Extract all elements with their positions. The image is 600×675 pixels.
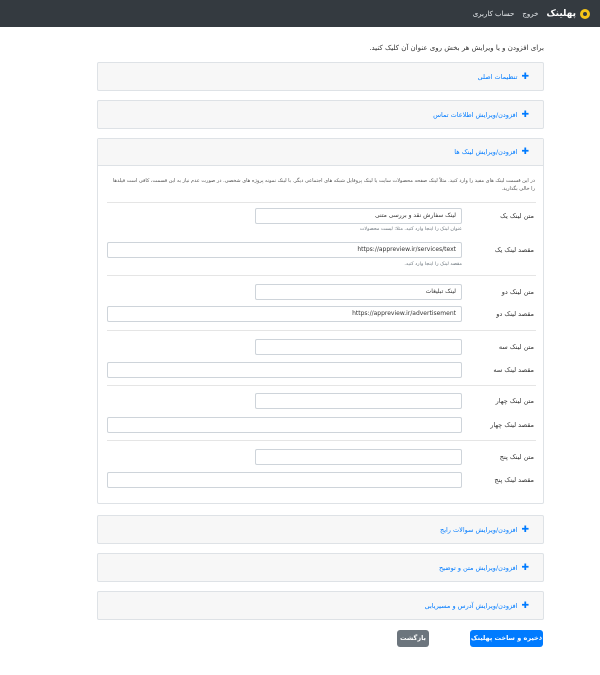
link-2-url-label: مقصد لینک دو (496, 310, 534, 318)
section-faq-title: افزودن/ویرایش سوالات رایج (440, 525, 518, 534)
plus-icon: ✚ (521, 562, 529, 573)
link-3-text-label: متن لینک سه (498, 343, 534, 351)
link-1-url-label: مقصد لینک یک (494, 246, 534, 254)
links-help-text: در این قسمت لینک های مفید را وارد کنید. مثلاً لینک صفحه محصولات سایت یا لینک پروفایل شبکه های اجتماعی دیگر. با لینک نمونه پروژه های شخصی. در صورت عدم نیاز به این قسمت، کافی است فیلدها را خالی بگذارید. (112, 178, 535, 192)
section-address (97, 591, 544, 620)
link-1-url-hint: مقصد لینک را اینجا وارد کنید. (404, 262, 462, 267)
section-main-settings (97, 62, 544, 91)
section-main-settings-title: تنظیمات اصلی (477, 72, 518, 81)
section-links (97, 138, 544, 504)
section-main-settings-header[interactable] (98, 63, 543, 90)
divider (107, 330, 536, 331)
divider (107, 275, 536, 276)
plus-icon: ✚ (521, 109, 529, 120)
link-4-url-label: مقصد لینک چهار (490, 421, 534, 429)
section-links-header[interactable] (98, 139, 543, 166)
link-1-text-label: متن لینک یک (500, 212, 534, 220)
link-3-url-input[interactable] (107, 362, 462, 378)
plus-icon: ✚ (521, 71, 529, 82)
plus-icon: ✚ (521, 600, 529, 611)
section-text (97, 553, 544, 582)
link-4-text-label: متن لینک چهار (495, 397, 534, 405)
plus-icon: ✚ (521, 147, 529, 157)
save-button[interactable]: ذخیره و ساخت پهلینک (470, 630, 543, 647)
brand-name: پهلینک (546, 8, 576, 19)
section-contact-header[interactable] (98, 101, 543, 128)
divider (107, 440, 536, 441)
section-text-title: افزودن/ویرایش متن و توضیح (438, 563, 518, 572)
divider (107, 202, 536, 203)
account-link[interactable]: حساب کاربری (472, 9, 515, 18)
link-2-url-input[interactable]: https://appreview.ir/advertisement (107, 306, 462, 322)
link-5-url-label: مقصد لینک پنج (494, 476, 534, 484)
link-1-url-input[interactable]: https://appreview.ir/services/text (107, 242, 462, 258)
link-5-text-label: متن لینک پنج (499, 453, 534, 461)
coin-logo-icon (580, 9, 590, 19)
link-1-text-input[interactable]: لینک سفارش نقد و بررسی متنی (255, 208, 462, 224)
link-3-url-label: مقصد لینک سه (493, 366, 534, 374)
section-links-title: افزودن/ویرایش لینک ها (454, 148, 518, 156)
intro-text: برای افزودن و یا ویرایش هر بخش روی عنوان آن کلیک کنید. (369, 44, 544, 52)
section-faq (97, 515, 544, 544)
section-text-header[interactable] (98, 554, 543, 581)
back-button[interactable]: بازگشت (397, 630, 429, 647)
link-4-url-input[interactable] (107, 417, 462, 433)
divider (107, 385, 536, 386)
section-contact-title: افزودن/ویرایش اطلاعات تماس (433, 110, 518, 119)
section-faq-header[interactable] (98, 516, 543, 543)
plus-icon: ✚ (521, 524, 529, 535)
link-5-text-input[interactable] (255, 449, 462, 465)
logout-link[interactable]: خروج (522, 9, 539, 18)
link-5-url-input[interactable] (107, 472, 462, 488)
link-4-text-input[interactable] (255, 393, 462, 409)
link-2-text-label: متن لینک دو (501, 288, 534, 296)
section-address-title: افزودن/ویرایش آدرس و مسیریابی (424, 601, 518, 610)
section-contact (97, 100, 544, 129)
section-address-header[interactable] (98, 592, 543, 619)
link-2-text-input[interactable]: لینک تبلیغات (255, 284, 462, 300)
link-3-text-input[interactable] (255, 339, 462, 355)
link-1-text-hint: عنوان لینک را اینجا وارد کنید. مثلا: لیست محصولات (359, 227, 462, 232)
brand[interactable] (546, 9, 590, 19)
top-navbar (0, 0, 600, 27)
